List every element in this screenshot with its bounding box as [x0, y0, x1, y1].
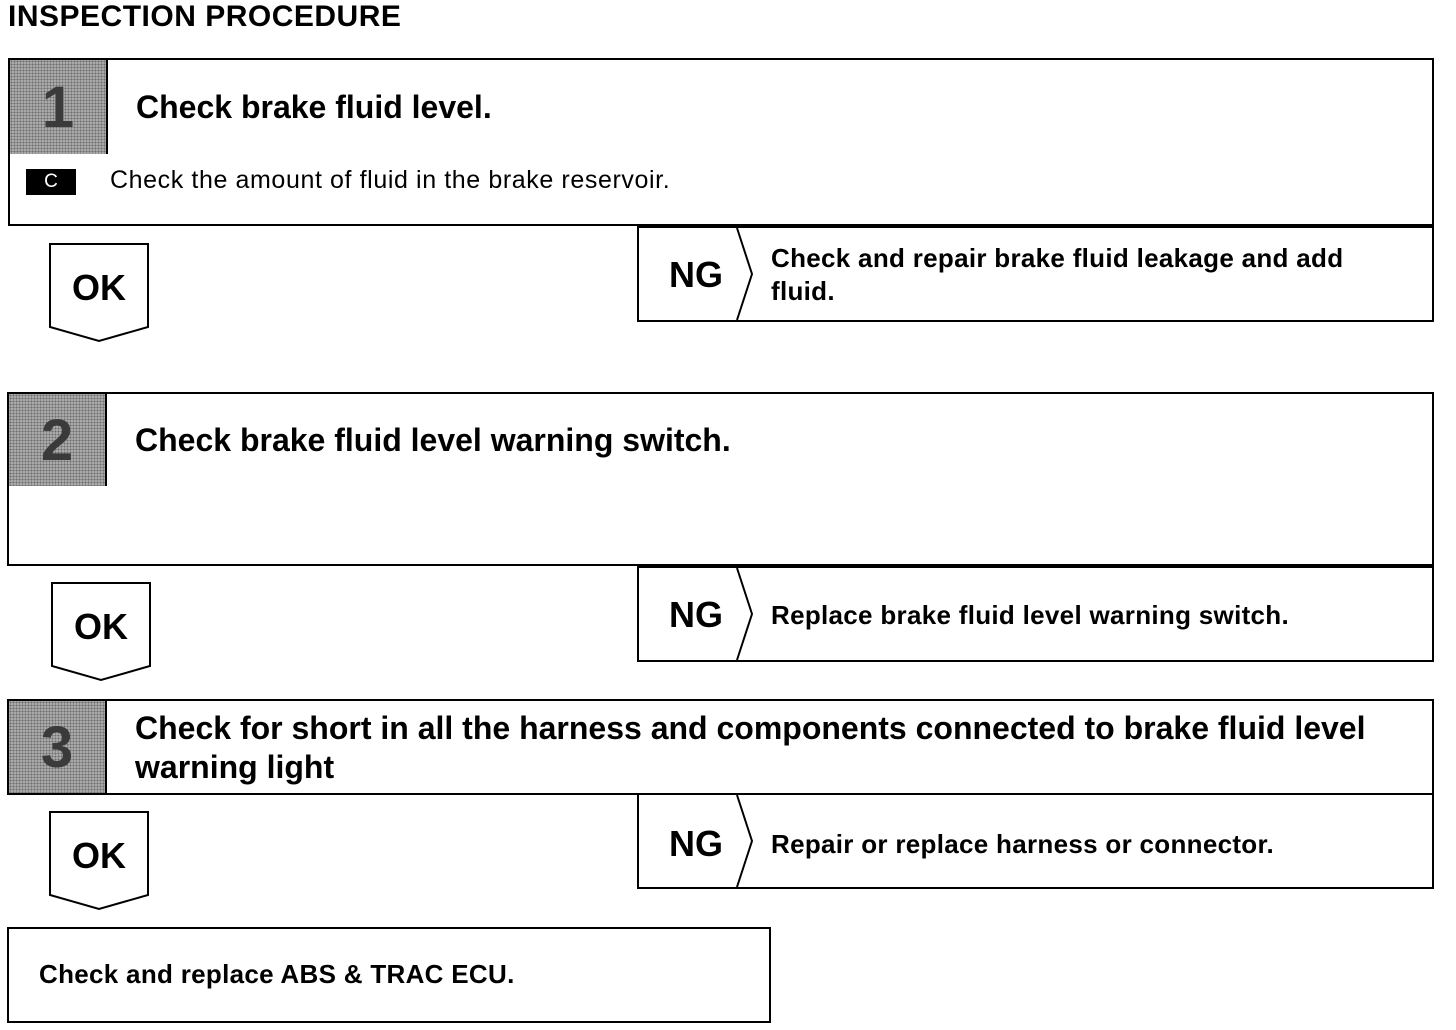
step-2-ng-box: [637, 566, 1434, 662]
step-1-ng-box: [637, 226, 1434, 322]
step-3-number: 3: [9, 701, 107, 793]
step-2-header: [7, 392, 1434, 488]
step-2-ng-label: NG: [669, 594, 723, 635]
step-2-ok-marker: [51, 582, 151, 682]
final-action-text: Check and replace ABS & TRAC ECU.: [39, 959, 515, 989]
ng-chevron-icon: [735, 566, 755, 662]
step-2-ok-label: OK: [74, 606, 128, 647]
step-3-ng-box: [637, 793, 1434, 889]
step-2-ng-action: Replace brake fluid level warning switch.: [771, 600, 1290, 630]
ng-chevron-icon: [735, 226, 755, 322]
step-1-ng-label: NG: [669, 254, 723, 295]
step-3-ng-label: NG: [669, 823, 723, 864]
step-1-check-badge: C: [26, 169, 76, 195]
step-3-ng-action: Repair or replace harness or connector.: [771, 829, 1274, 859]
step-1-heading: Check brake fluid level.: [136, 89, 492, 125]
step-1-ng-action: Check and repair brake fluid leakage and add fluid.: [771, 243, 1344, 306]
page-title: INSPECTION PROCEDURE: [8, 0, 402, 33]
step-1-ok-marker: [49, 243, 149, 343]
ng-chevron-icon: [735, 793, 755, 889]
step-1-header: [8, 58, 1434, 156]
step-2-number: 2: [9, 394, 107, 486]
step-3-ok-marker: [49, 811, 149, 911]
step-2-body: [7, 486, 1434, 566]
step-1-instruction: Check the amount of fluid in the brake reservoir.: [110, 166, 671, 194]
step-2-heading: Check brake fluid level warning switch.: [135, 422, 731, 458]
final-action-box: [7, 927, 771, 1023]
step-3-ok-label: OK: [72, 835, 126, 876]
step-3-heading: Check for short in all the harness and components connected to brake fluid level warning light: [135, 710, 1366, 785]
step-1-body: [8, 154, 1434, 226]
step-3-header: [7, 699, 1434, 795]
step-1-number: 1: [10, 60, 108, 154]
step-1-ok-label: OK: [72, 267, 126, 308]
